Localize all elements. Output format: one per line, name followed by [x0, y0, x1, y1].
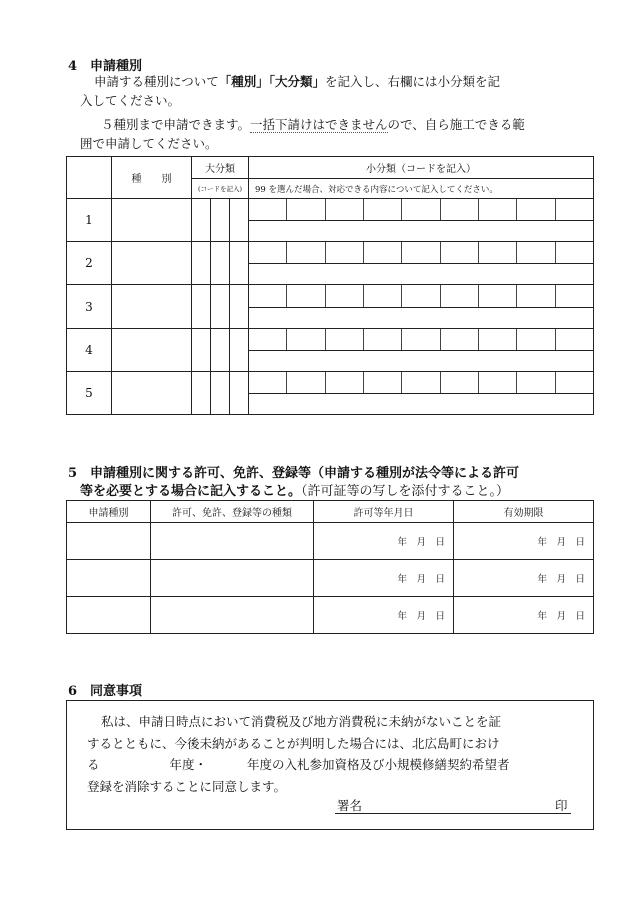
major-code-cell[interactable]: [192, 285, 211, 328]
section4-instruction-2b: 囲で申請してください。: [80, 136, 218, 151]
consent-line-3: る 年度・ 年度の入札参加資格及び小規模修繕契約希望者: [87, 757, 510, 772]
header-major-note: (コードを記入): [192, 179, 249, 199]
minor-code-boxes[interactable]: [249, 285, 594, 307]
permit-category-cell[interactable]: [67, 560, 151, 597]
major-code-cell[interactable]: [192, 242, 211, 285]
major-code-cell[interactable]: [211, 199, 230, 242]
major-code-cell[interactable]: [230, 199, 249, 242]
minor-note-cell[interactable]: [249, 264, 594, 285]
category-table: [66, 156, 594, 415]
type-cell[interactable]: [112, 285, 192, 328]
permit-table: [66, 500, 594, 634]
consent-line-4: 登録を消除することに同意します。: [87, 779, 287, 794]
minor-code-boxes[interactable]: [249, 199, 594, 221]
major-code-cell[interactable]: [211, 242, 230, 285]
consent-line-2: するとともに、今後未納があることが判明した場合には、北広島町におけ: [87, 736, 500, 751]
row-number: 4: [67, 328, 112, 371]
permit-category-cell[interactable]: [67, 523, 151, 560]
minor-note-cell[interactable]: [249, 393, 594, 414]
section4-instruction-1b: 入してください。: [80, 93, 181, 108]
type-cell[interactable]: [112, 242, 192, 285]
section5-heading: 5 申請種別に関する許可、免許、登録等（申請する種別が法令等による許可: [68, 466, 520, 481]
major-code-cell[interactable]: [192, 199, 211, 242]
header-expiry: 有効期限: [454, 501, 594, 523]
minor-code-boxes[interactable]: [249, 328, 594, 350]
header-type: 種 別: [112, 157, 192, 199]
header-permit-kind: 許可、免許、登録等の種類: [151, 501, 314, 523]
major-code-cell[interactable]: [230, 242, 249, 285]
section4-heading: 4 申請種別: [68, 59, 143, 74]
major-code-cell[interactable]: [192, 328, 211, 371]
row-number: 1: [67, 199, 112, 242]
major-code-cell[interactable]: [211, 328, 230, 371]
header-permit-date: 許可等年月日: [314, 501, 454, 523]
major-code-cell[interactable]: [230, 285, 249, 328]
permit-kind-cell[interactable]: [151, 597, 314, 634]
header-minor: 小分類（コードを記入）: [249, 157, 594, 179]
signature-label: 署名: [337, 798, 363, 813]
major-code-cell[interactable]: [211, 371, 230, 414]
header-major: 大分類: [192, 157, 249, 179]
header-minor-note: 99 を選んだ場合、対応できる内容について記入してください。: [249, 179, 594, 199]
major-code-cell[interactable]: [211, 285, 230, 328]
major-code-cell[interactable]: [192, 371, 211, 414]
no-subcontract-note: 一括下請けはできません: [250, 117, 388, 132]
consent-line-1: 私は、申請日時点において消費税及び地方消費税に未納がないことを証: [101, 714, 502, 729]
type-cell[interactable]: [112, 328, 192, 371]
permit-kind-cell[interactable]: [151, 523, 314, 560]
section4-instruction-1: 申請する種別について「種別」「大分類」を記入し、右欄には小分類を記: [94, 74, 501, 89]
permit-date-cell[interactable]: 年 月 日: [314, 523, 454, 560]
type-cell[interactable]: [112, 199, 192, 242]
permit-date-cell[interactable]: 年 月 日: [314, 597, 454, 634]
header-category: 申請種別: [67, 501, 151, 523]
minor-code-boxes[interactable]: [249, 371, 594, 393]
expiry-date-cell[interactable]: 年 月 日: [454, 523, 594, 560]
permit-kind-cell[interactable]: [151, 560, 314, 597]
seal-label: 印: [555, 798, 568, 813]
consent-box: [66, 700, 594, 830]
section4-instruction-2: ５種別まで申請できます。一括下請けはできませんので、自ら施工できる範: [101, 117, 525, 132]
section5-heading-2: 等を必要とする場合に記入すること。（許可証等の写しを添付すること。）: [80, 484, 510, 499]
header-blank: [67, 157, 112, 199]
section6-heading: 6 同意事項: [68, 684, 143, 699]
permit-category-cell[interactable]: [67, 597, 151, 634]
minor-note-cell[interactable]: [249, 307, 594, 328]
row-number: 3: [67, 285, 112, 328]
row-number: 5: [67, 371, 112, 414]
minor-note-cell[interactable]: [249, 350, 594, 371]
minor-note-cell[interactable]: [249, 221, 594, 242]
row-number: 2: [67, 242, 112, 285]
expiry-date-cell[interactable]: 年 月 日: [454, 597, 594, 634]
minor-code-boxes[interactable]: [249, 242, 594, 264]
major-code-cell[interactable]: [230, 371, 249, 414]
major-code-cell[interactable]: [230, 328, 249, 371]
permit-date-cell[interactable]: 年 月 日: [314, 560, 454, 597]
expiry-date-cell[interactable]: 年 月 日: [454, 560, 594, 597]
type-cell[interactable]: [112, 371, 192, 414]
signature-line[interactable]: [335, 813, 571, 814]
